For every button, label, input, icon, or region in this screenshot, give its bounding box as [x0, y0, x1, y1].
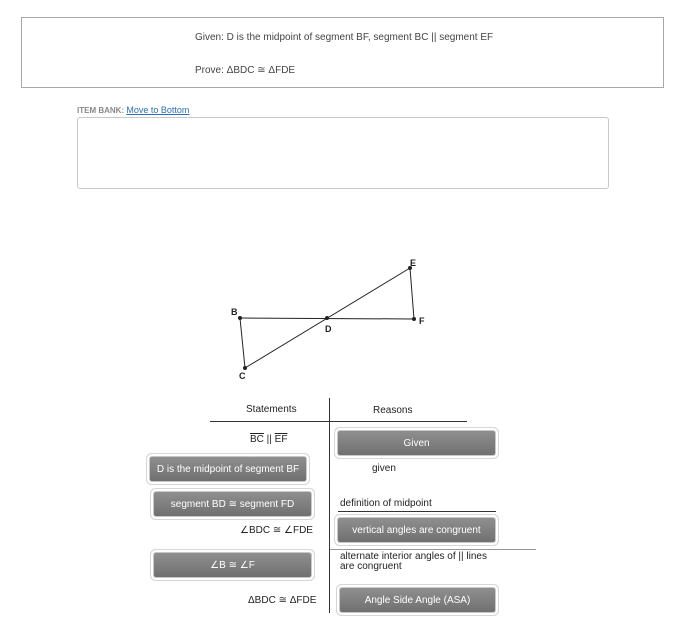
move-to-bottom-link[interactable]: Move to Bottom: [126, 105, 190, 115]
reason-3-rule: [338, 511, 496, 512]
statement-1: $\overline{BC}$ || $\overline{EF}$: [250, 434, 288, 445]
item-bank-label: ITEM BANK:: [77, 106, 125, 115]
reason-2: given: [372, 463, 396, 474]
statement-4: ∠BDC ≅ ∠FDE: [240, 525, 313, 536]
given-statement: Given: D is the midpoint of segment BF, segment BC || segment EF: [195, 32, 494, 43]
reason-3: definition of midpoint: [340, 498, 432, 509]
label-b: B: [231, 307, 238, 317]
reason-tile-given[interactable]: Given: [338, 431, 495, 455]
reason-5: alternate interior angles of || lines are congruent: [340, 551, 487, 572]
prove-statement: Prove: ΔBDC ≅ ΔFDE: [195, 65, 296, 76]
point-f: [412, 317, 416, 321]
label-f: F: [419, 316, 425, 326]
label-e: E: [410, 258, 417, 268]
statement-tile-segments-congruent[interactable]: segment BD ≅ segment FD: [154, 492, 311, 516]
segment-ef: [410, 268, 414, 319]
label-d: D: [325, 324, 332, 334]
segment-bc: [240, 318, 245, 368]
statements-header: Statements: [246, 404, 297, 415]
table-header-rule: [210, 421, 467, 422]
reason-5-rule: [330, 549, 536, 550]
point-c: [243, 366, 247, 370]
point-d: [325, 316, 329, 320]
table-divider: [329, 398, 330, 613]
reason-tile-vertical-angles[interactable]: vertical angles are congruent: [338, 518, 495, 542]
point-b: [238, 316, 242, 320]
statement-tile-midpoint[interactable]: D is the midpoint of segment BF: [150, 457, 306, 481]
statement-6: ΔBDC ≅ ΔFDE: [248, 595, 317, 606]
label-c: C: [239, 371, 246, 381]
reasons-header: Reasons: [373, 405, 413, 416]
reason-tile-asa[interactable]: Angle Side Angle (ASA): [340, 588, 495, 612]
statement-tile-angles-congruent[interactable]: ∠B ≅ ∠F: [154, 553, 311, 577]
